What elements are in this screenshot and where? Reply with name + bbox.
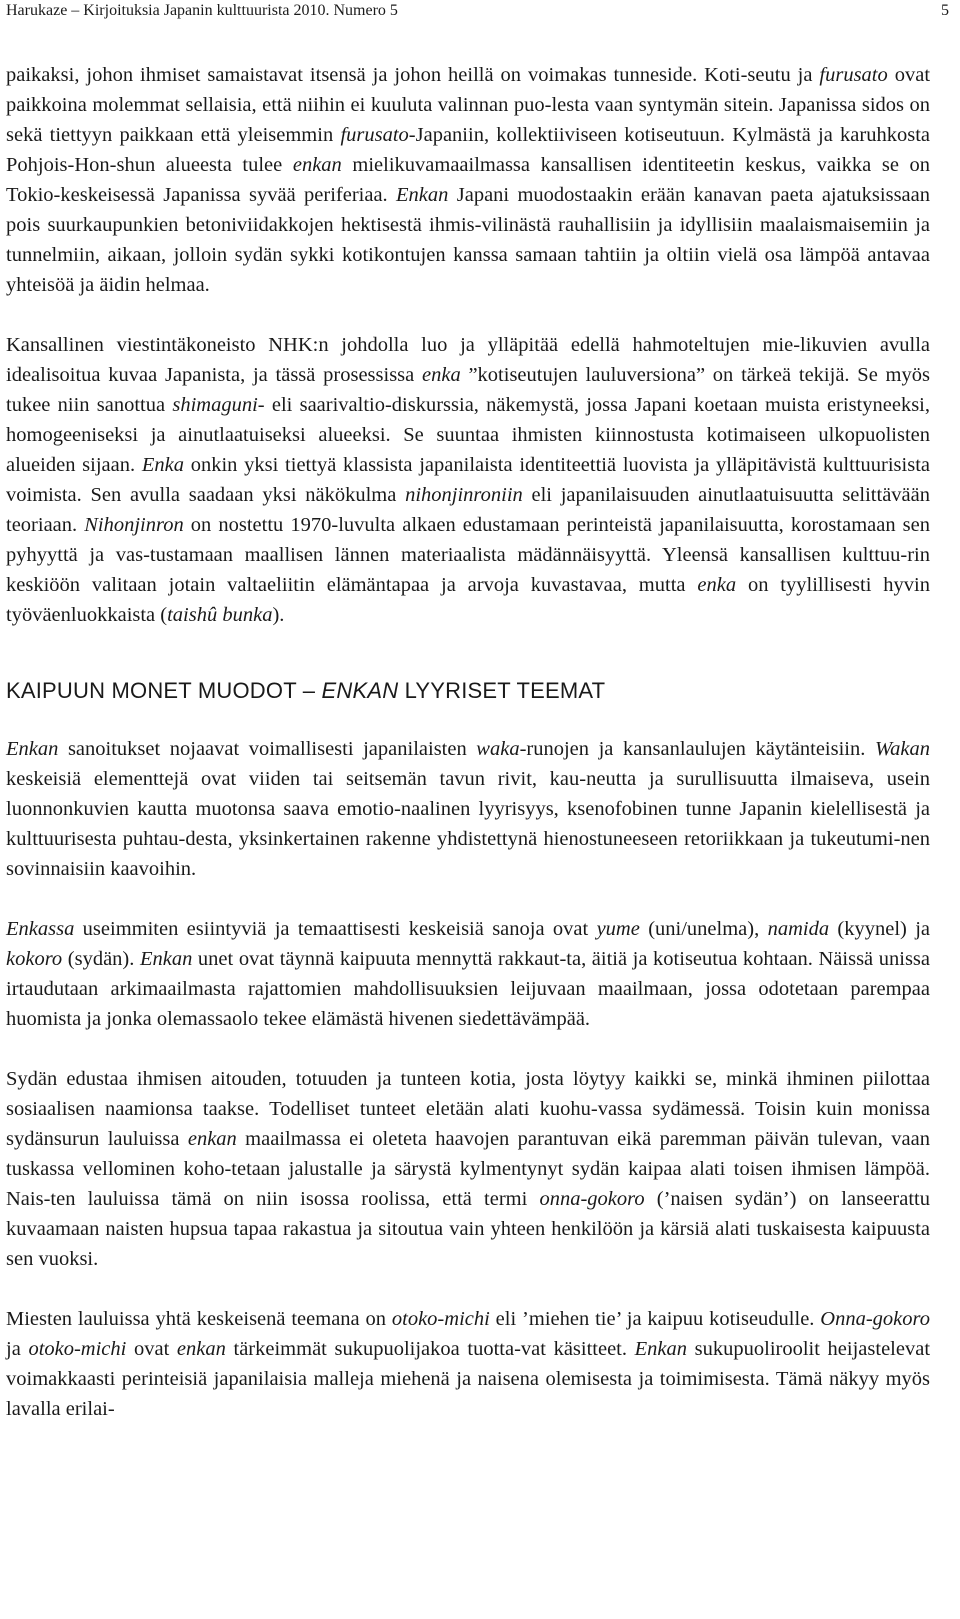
text-run: Kansallinen viestintäkoneisto NHK:n johdolla luo ja ylläpitää edellä hahmoteltujen mie-likuvien avulla idealisoitua kuvaa Japanista, ja tässä prosessissa: [6, 334, 930, 386]
paragraph: [6, 1304, 930, 1424]
italic-term: enkan: [187, 1128, 237, 1150]
italic-term: shimaguni: [172, 394, 258, 416]
text-run: Japani muodostaakin erään kanavan paeta ajatuksissaan pois suurkaupunkien betoniviidakkojen hektisestä ihmis-vilinästä rauhallisiin ja idyllisiin maalaismaisemiin ja tunnelmiin, aikaan, jolloin sydän sykki kotikontujen kanssa samaan tahtiin ja oltiin vielä osa lämpöä antavaa yhteisöä ja äidin helmaa.: [6, 184, 930, 296]
text-run: (sydän).: [62, 948, 140, 970]
section-heading: [6, 676, 930, 706]
paragraph: [6, 1064, 930, 1274]
paragraph: [6, 60, 930, 300]
italic-term: enkan: [176, 1338, 226, 1360]
paragraph: [6, 734, 930, 884]
text-run: on tyylillisesti hyvin työväenluokkaista (: [6, 574, 930, 626]
italic-term: Enkan: [634, 1338, 688, 1360]
page-header: [6, 0, 954, 30]
text-run: KAIPUUN MONET MUODOT –: [6, 678, 322, 703]
text-run: sanoitukset nojaavat voimallisesti japanilaisten: [58, 738, 477, 760]
italic-term: enkan: [292, 154, 342, 176]
text-run: Miesten lauluissa yhtä keskeisenä teemana on: [6, 1308, 392, 1330]
text-run: ja: [6, 1338, 29, 1360]
italic-term: namida: [767, 918, 830, 940]
italic-term: otoko-michi: [28, 1338, 127, 1360]
italic-term: waka: [476, 738, 520, 760]
text-run: unet ovat täynnä kaipuuta mennyttä rakkaut-ta, äitiä ja kotiseutua kohtaan. Näissä unissa irtaudutaan arkimaailmasta rajattomien mahdollisuuksien leijuvaan maailmaan, jossa odotetaan parempaa huomista ja jonka olemassaolo tekee elämästä hivenen siedettävämpää.: [6, 948, 930, 1030]
paragraph: [6, 914, 930, 1034]
italic-term: onna-gokoro: [539, 1188, 645, 1210]
italic-term: ENKAN: [321, 678, 399, 703]
text-run: ”kotiseutujen lauluversiona” on tärkeä tekijä. Se myös tukee niin sanottua: [6, 364, 930, 416]
italic-term: enka: [697, 574, 737, 596]
text-run: on nostettu 1970-luvulta alkaen edustamaan perinteistä japanilaisuutta, korostamaan sen pyhyyttä ja vas-tustamaan maallisen lännen materiaalista mädännäisyyttä. Yleensä kansallisen kulttuu-rin keskiöön valitaan jotain valtaeliitin elämäntapaa ja arvoja kuvastavaa, mutta: [6, 514, 931, 596]
italic-term: furusato: [340, 124, 409, 146]
italic-term: Enkassa: [6, 918, 75, 940]
text-run: mielikuvamaailmassa kansallisen identiteetin keskus, vaikka se on Tokio-keskeisessä Japanissa syvää periferiaa.: [6, 154, 931, 206]
text-run: (uni/unelma),: [639, 918, 768, 940]
text-run: (’naisen sydän’) on lanseerattu kuvaamaan naisten hupsua tapaa rakastua ja sitoutua vain yhteen henkilöön ja kärsiä alati tuskaisesta kaipuusta sen vuoksi.: [6, 1188, 930, 1270]
text-run: paikaksi, johon ihmiset samaistavat itsensä ja johon heillä on voimakas tunneside. Koti-seutu ja: [6, 64, 820, 86]
text-run: ovat paikkoina molemmat sellaisia, että niihin ei kuuluta valinnan puo-lesta vaan syntymän sitein. Japanissa sidos on sekä tiettyyn paikkaan että yleisemmin: [6, 64, 931, 146]
paragraph: [6, 330, 930, 630]
text-run: -runojen ja kansanlaulujen käytänteisiin.: [519, 738, 875, 760]
text-run: (kyynel) ja: [829, 918, 931, 940]
italic-term: taishû bunka: [167, 604, 273, 626]
text-run: ).: [272, 604, 285, 626]
text-run: useimmiten esiintyviä ja temaattisesti keskeisiä sanoja ovat: [74, 918, 597, 940]
italic-term: Onna-gokoro: [820, 1308, 930, 1330]
text-run: eli ’miehen tie’ ja kaipuu kotiseudulle.: [489, 1308, 821, 1330]
running-head: Harukaze – Kirjoituksia Japanin kulttuurista 2010. Numero 5: [6, 2, 398, 19]
italic-term: Enka: [141, 454, 184, 476]
italic-term: kokoro: [6, 948, 63, 970]
page-number: 5: [941, 2, 949, 19]
article-body: [6, 60, 930, 1424]
italic-term: yume: [596, 918, 640, 940]
italic-term: Enkan: [6, 738, 59, 760]
italic-term: nihonjinroniin: [405, 484, 523, 506]
italic-term: Wakan: [874, 738, 930, 760]
text-run: eli japanilaisuuden ainutlaatuisuutta selittävään teoriaan.: [6, 484, 930, 536]
italic-term: otoko-michi: [391, 1308, 490, 1330]
italic-term: furusato: [819, 64, 888, 86]
text-run: maailmassa ei oleteta haavojen parantuvan eikä paremman päivän tulevan, vaan tuskassa vellominen koho-tetaan jalustalle ja särystä kylmentynyt sydän kaipaa alati toisen ihmisen lämpöä. Nais-ten lauluissa tämä on niin isossa roolissa, että termi: [6, 1128, 930, 1210]
text-run: onkin yksi tiettyä klassista japanilaista identiteettiä luovista ja ylläpitävistä kulttuurisista voimista. Sen avulla saadaan yksi näkökulma: [6, 454, 930, 506]
italic-term: Nihonjinron: [84, 514, 184, 536]
italic-term: enka: [422, 364, 461, 386]
text-run: keskeisiä elementtejä ovat viiden tai seitsemän tavun rivit, kau-neutta ja surullisuutta ilmaiseva, usein luonnonkuvien kautta muotonsa saava emotio-naalinen lyyrisyys, ksenofobinen tunne Japanin kielellisestä ja kulttuurisesta puhtau-desta, yksinkertainen rakenne yhdistettynä hienostuneeseen retoriikkaan ja tukeutumi-nen sovinnaisiin kaavoihin.: [6, 768, 930, 880]
text-run: - eli saarivaltio-diskurssia, näkemystä, jossa Japani koetaan muista eristyneeksi, homogeeniseksi ja ainutlaatuiseksi alueeksi. Se suuntaa ihmisten kiinnostusta kotimaiseen ulkopuolisten alueiden sijaan.: [6, 394, 930, 476]
text-run: LYYRISET TEEMAT: [398, 678, 606, 703]
italic-term: Enkan: [396, 184, 449, 206]
text-run: -Japaniin, kollektiiviseen kotiseutuun. Kylmästä ja karuhkosta Pohjois-Hon-shun alueesta tulee: [6, 124, 930, 176]
italic-term: Enkan: [139, 948, 193, 970]
text-run: sukupuoliroolit heijastelevat voimakkaasti perinteisiä japanilaisia malleja miehenä ja naisena olemisesta ja toimimisesta. Tämä näkyy myös lavalla erilai-: [6, 1338, 931, 1420]
text-run: Sydän edustaa ihmisen aitouden, totuuden ja tunteen kotia, josta löytyy kaikki se, minkä ihminen piilottaa sosiaalisen naamionsa taakse. Todelliset tunteet eletään alati kuohu-vassa sydämessä. Toisin kuin monissa sydänsurun lauluissa: [6, 1068, 930, 1150]
text-run: ovat: [126, 1338, 177, 1360]
text-run: tärkeimmät sukupuolijakoa tuotta-vat käsitteet.: [225, 1338, 635, 1360]
